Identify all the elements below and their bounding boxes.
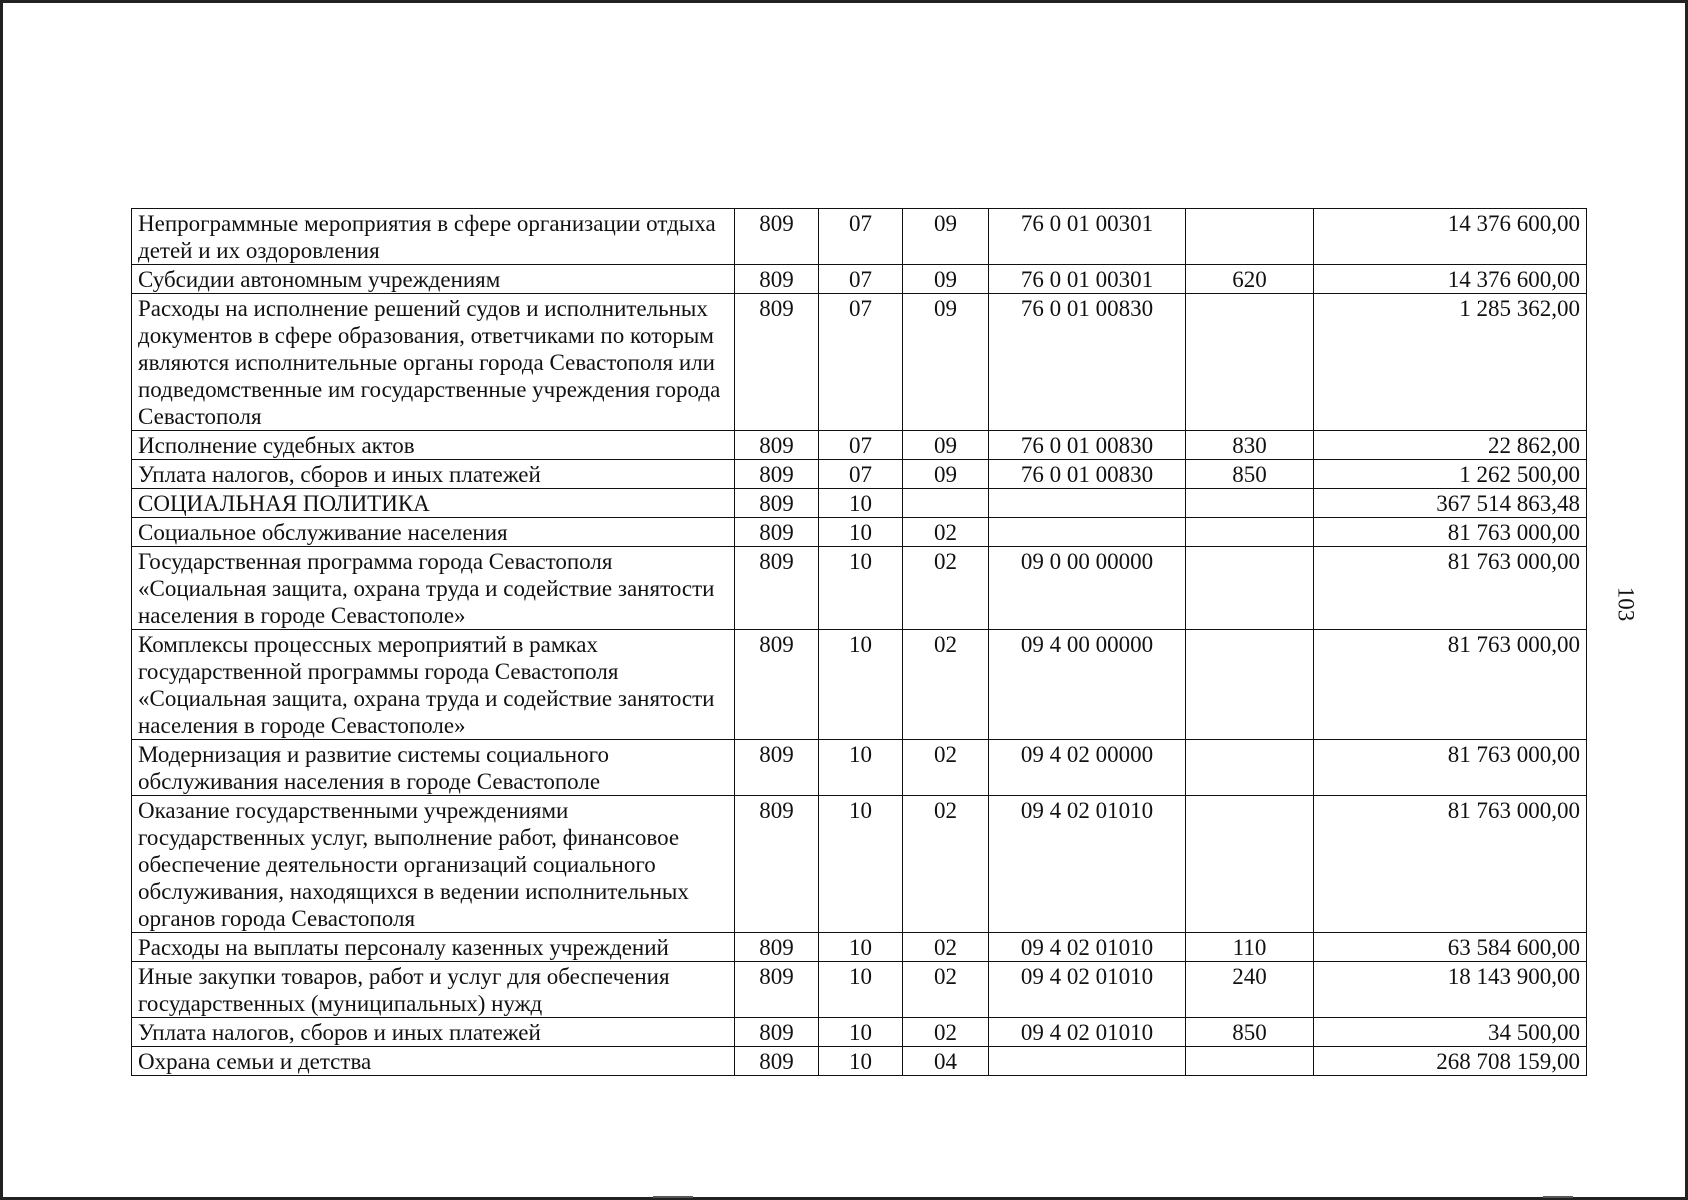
- cell-target-article: 09 4 02 01010: [989, 933, 1186, 962]
- cell-target-article: 76 0 01 00830: [989, 431, 1186, 460]
- cell-name: Охрана семьи и детства: [132, 1047, 735, 1076]
- cell-target-article: 09 4 02 01010: [989, 962, 1186, 1018]
- scan-artifact: [653, 1196, 693, 1198]
- cell-subsection: 09: [903, 294, 989, 431]
- cell-amount: 14 376 600,00: [1314, 209, 1587, 265]
- cell-expense-type: 620: [1186, 265, 1314, 294]
- cell-expense-type: 850: [1186, 1018, 1314, 1047]
- scan-artifact: [1543, 1196, 1573, 1198]
- table-row: [132, 740, 1587, 796]
- cell-expense-type: [1186, 1047, 1314, 1076]
- cell-subsection: 02: [903, 796, 989, 933]
- cell-subsection: 02: [903, 630, 989, 740]
- table-row: [132, 489, 1587, 518]
- cell-target-article: 76 0 01 00301: [989, 209, 1186, 265]
- cell-subsection: 09: [903, 460, 989, 489]
- cell-ved: 809: [735, 1018, 819, 1047]
- cell-subsection: 09: [903, 209, 989, 265]
- cell-amount: 81 763 000,00: [1314, 796, 1587, 933]
- cell-amount: 22 862,00: [1314, 431, 1587, 460]
- cell-target-article: 09 0 00 00000: [989, 547, 1186, 630]
- cell-ved: 809: [735, 460, 819, 489]
- cell-target-article: [989, 1047, 1186, 1076]
- cell-amount: 81 763 000,00: [1314, 630, 1587, 740]
- cell-expense-type: [1186, 630, 1314, 740]
- cell-name: Государственная программа города Севастополя «Социальная защита, охрана труда и содействие занятости населения в городе Севастополе»: [132, 547, 735, 630]
- cell-section: 07: [819, 431, 903, 460]
- cell-target-article: 76 0 01 00830: [989, 294, 1186, 431]
- cell-section: 10: [819, 962, 903, 1018]
- cell-expense-type: 110: [1186, 933, 1314, 962]
- cell-subsection: 02: [903, 518, 989, 547]
- cell-amount: 63 584 600,00: [1314, 933, 1587, 962]
- cell-subsection: 02: [903, 740, 989, 796]
- cell-section: 10: [819, 1018, 903, 1047]
- table-row: [132, 460, 1587, 489]
- cell-ved: 809: [735, 740, 819, 796]
- cell-amount: 1 285 362,00: [1314, 294, 1587, 431]
- cell-name: Социальное обслуживание населения: [132, 518, 735, 547]
- cell-section: 10: [819, 740, 903, 796]
- table-row: [132, 630, 1587, 740]
- cell-expense-type: [1186, 740, 1314, 796]
- table-row: [132, 1047, 1587, 1076]
- table-body: [132, 209, 1587, 1076]
- cell-amount: 14 376 600,00: [1314, 265, 1587, 294]
- cell-name: Модернизация и развитие системы социального обслуживания населения в городе Севастополе: [132, 740, 735, 796]
- cell-target-article: 09 4 02 00000: [989, 740, 1186, 796]
- table-row: [132, 294, 1587, 431]
- cell-amount: 18 143 900,00: [1314, 962, 1587, 1018]
- cell-expense-type: [1186, 294, 1314, 431]
- table-row: [132, 933, 1587, 962]
- cell-name: Расходы на выплаты персоналу казенных учреждений: [132, 933, 735, 962]
- cell-expense-type: 830: [1186, 431, 1314, 460]
- cell-ved: 809: [735, 431, 819, 460]
- cell-subsection: 02: [903, 547, 989, 630]
- cell-ved: 809: [735, 209, 819, 265]
- cell-expense-type: [1186, 518, 1314, 547]
- page-number: 103: [1613, 586, 1639, 622]
- cell-subsection: 02: [903, 1018, 989, 1047]
- cell-expense-type: [1186, 547, 1314, 630]
- cell-section: 10: [819, 796, 903, 933]
- cell-name: Оказание государственными учреждениями государственных услуг, выполнение работ, финансовое обеспечение деятельности организаций социального обслуживания, находящихся в ведении исполнительных органов города Севастополя: [132, 796, 735, 933]
- cell-amount: 1 262 500,00: [1314, 460, 1587, 489]
- table-row: [132, 962, 1587, 1018]
- cell-ved: 809: [735, 630, 819, 740]
- table-row: [132, 209, 1587, 265]
- cell-subsection: [903, 489, 989, 518]
- cell-target-article: 09 4 00 00000: [989, 630, 1186, 740]
- cell-amount: 81 763 000,00: [1314, 518, 1587, 547]
- cell-name: Уплата налогов, сборов и иных платежей: [132, 460, 735, 489]
- cell-section: 10: [819, 630, 903, 740]
- cell-subsection: 02: [903, 933, 989, 962]
- cell-name: СОЦИАЛЬНАЯ ПОЛИТИКА: [132, 489, 735, 518]
- table-row: [132, 518, 1587, 547]
- cell-ved: 809: [735, 294, 819, 431]
- cell-target-article: 09 4 02 01010: [989, 796, 1186, 933]
- cell-target-article: [989, 518, 1186, 547]
- cell-section: 07: [819, 460, 903, 489]
- cell-section: 07: [819, 209, 903, 265]
- cell-amount: 81 763 000,00: [1314, 740, 1587, 796]
- table-row: [132, 431, 1587, 460]
- cell-amount: 81 763 000,00: [1314, 547, 1587, 630]
- cell-ved: 809: [735, 1047, 819, 1076]
- cell-ved: 809: [735, 489, 819, 518]
- budget-table: [131, 208, 1587, 1076]
- cell-expense-type: [1186, 796, 1314, 933]
- cell-subsection: 09: [903, 431, 989, 460]
- table-row: [132, 547, 1587, 630]
- cell-ved: 809: [735, 547, 819, 630]
- cell-subsection: 02: [903, 962, 989, 1018]
- cell-name: Непрограммные мероприятия в сфере организации отдыха детей и их оздоровления: [132, 209, 735, 265]
- cell-ved: 809: [735, 518, 819, 547]
- cell-section: 07: [819, 294, 903, 431]
- cell-ved: 809: [735, 962, 819, 1018]
- cell-amount: 34 500,00: [1314, 1018, 1587, 1047]
- cell-expense-type: 850: [1186, 460, 1314, 489]
- cell-section: 10: [819, 1047, 903, 1076]
- cell-name: Уплата налогов, сборов и иных платежей: [132, 1018, 735, 1047]
- table-row: [132, 796, 1587, 933]
- table-row: [132, 265, 1587, 294]
- cell-expense-type: [1186, 489, 1314, 518]
- cell-name: Исполнение судебных актов: [132, 431, 735, 460]
- cell-target-article: 76 0 01 00830: [989, 460, 1186, 489]
- cell-section: 10: [819, 547, 903, 630]
- cell-expense-type: [1186, 209, 1314, 265]
- cell-target-article: 09 4 02 01010: [989, 1018, 1186, 1047]
- table-row: [132, 1018, 1587, 1047]
- cell-expense-type: 240: [1186, 962, 1314, 1018]
- cell-name: Комплексы процессных мероприятий в рамках государственной программы города Севастополя «Социальная защита, охрана труда и содействие занятости населения в городе Севастополе»: [132, 630, 735, 740]
- cell-section: 07: [819, 265, 903, 294]
- cell-target-article: 76 0 01 00301: [989, 265, 1186, 294]
- cell-name: Субсидии автономным учреждениям: [132, 265, 735, 294]
- cell-ved: 809: [735, 796, 819, 933]
- cell-section: 10: [819, 518, 903, 547]
- cell-name: Иные закупки товаров, работ и услуг для обеспечения государственных (муниципальных) нужд: [132, 962, 735, 1018]
- cell-subsection: 04: [903, 1047, 989, 1076]
- cell-ved: 809: [735, 265, 819, 294]
- cell-amount: 367 514 863,48: [1314, 489, 1587, 518]
- cell-section: 10: [819, 489, 903, 518]
- cell-section: 10: [819, 933, 903, 962]
- cell-ved: 809: [735, 933, 819, 962]
- cell-name: Расходы на исполнение решений судов и исполнительных документов в сфере образования, ответчиками по которым являются исполнительные органы города Севастополя или подведомственные им государственные учреждения города Севастополя: [132, 294, 735, 431]
- cell-amount: 268 708 159,00: [1314, 1047, 1587, 1076]
- cell-target-article: [989, 489, 1186, 518]
- cell-subsection: 09: [903, 265, 989, 294]
